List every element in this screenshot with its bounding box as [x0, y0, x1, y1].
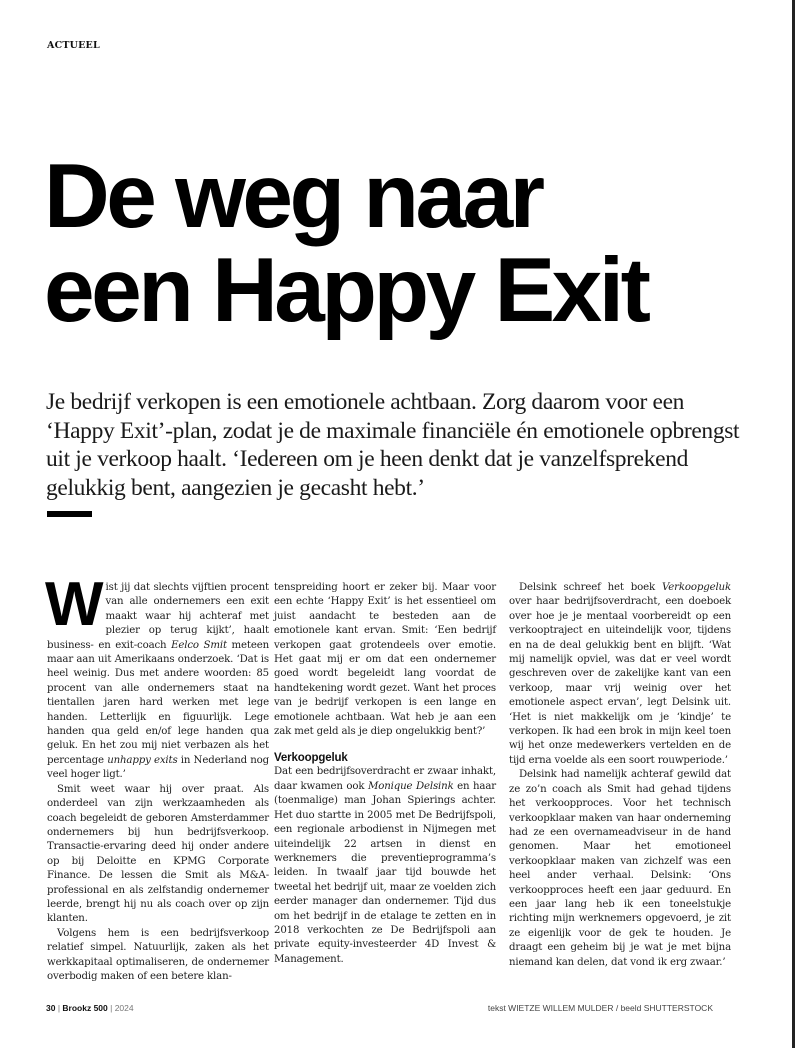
- folio-separator: |: [55, 1003, 63, 1013]
- page-number: 30: [46, 1003, 56, 1013]
- folio: [46, 1003, 134, 1013]
- p4-text-a: Dat een bedrijfsoverdracht er zwaar inhakt, daar kwamen ook: [274, 766, 496, 792]
- magazine-name: Brookz 500: [62, 1003, 108, 1013]
- term-unhappy-exits: unhappy exits: [107, 754, 178, 766]
- paragraph-6: Delsink had namelijk achteraf gewild dat ze zo’n coach als Smit had gehad tijdens het verkoopproces. Voor het technisch verkoopklaar maken van haar onderneming had ze een overnameadviseur in de hand genomen. Maar het emotioneel verkoopklaar maken van zichzelf was een heel ander verhaal. Delsink: ‘Ons verkoopproces heeft een jaar geduurd. En een jaar lang heb ik een toneelstukje richting mijn werknemers opgevoerd, je zit ze eigenlijk voor de gek te houden. Je draagt een geheim bij je wat je met bijna niemand kan delen, dat vond ik erg zwaar.’: [509, 769, 731, 968]
- credits: tekst WIETZE WILLEM MULDER / beeld SHUTTERSTOCK: [487, 1003, 713, 1013]
- divider-bar: [47, 511, 92, 517]
- p4-text-b: en haar (toenmalige) man Johan Spierings achter. Het duo startte in 2005 met De Bedrijfspoli, een regionale arbodienst in Nijmegen met uiteindelijk 22 artsen in dienst en werknemers die preventieprogramma’s leiden. In twaalf jaar tijd bouwde het tweetal het bedrijf uit, maar ze voelden zich eerder manager dan ondernemer. Tijd dus om het bedrijf in de etalage te zetten en in 2018 verkochten ze De Bedrijfspoli aan private equity-investeerder 4D Invest & Management.: [274, 780, 496, 965]
- headline-line-2: een Happy Exit: [44, 240, 648, 341]
- paragraph-4: [274, 765, 496, 967]
- article-column-3: [509, 581, 731, 970]
- section-label: ACTUEEL: [47, 40, 100, 51]
- intro-lead: Je bedrijf verkopen is een emotionele achtbaan. Zorg daarom voor een ‘Happy Exit’-plan, zodat je de maximale financiële én emotionele opbrengst uit je verkoop haalt. ‘Iedereen om je heen denkt dat je vanzelfsprekend gelukkig bent, aangezien je gecasht hebt.’: [46, 389, 740, 501]
- paragraph-1: [45, 570, 269, 783]
- paragraph-5: [509, 581, 731, 768]
- paragraph-3-part-2: tenspreiding hoort er zeker bij. Maar voor een echte ‘Happy Exit’ is het essentieel om juist aandacht te besteden aan de emotionele kant ervan. Smit: ‘Een bedrijf verkopen gaat grotendeels over emotie. Het gaat mij er om dat een ondernemer goed wordt begeleidt lang voordat de handtekening wordt gezet. Want het proces van je bedrijf verkopen is een lange en emotionele achtbaan. Wat heb je aan een zak met geld als je diep ongelukkig bent?’: [274, 582, 496, 738]
- headline-line-1: De weg naar: [44, 146, 542, 247]
- folio-separator: |: [107, 1003, 115, 1013]
- headline: [44, 146, 744, 341]
- issue-year: 2024: [114, 1003, 134, 1013]
- p5-text-a: Delsink schreef het boek: [519, 582, 662, 593]
- section-subhead: Verkoopgeluk: [274, 752, 348, 765]
- article-column-1: [45, 570, 269, 984]
- paragraph-3-part-1: Volgens hem is een bedrijfsverkoop relatief simpel. Natuurlijk, zaken als het werkkapitaal optimaliseren, de ondernemer overbodig maken of een betere klan-: [47, 927, 269, 982]
- paragraph-2: Smit weet waar hij over praat. Als onderdeel van zijn werkzaamheden als coach begeleidt de geboren Amsterdammer ondernemers bij hun bedrijfsverkoop. Transactie-ervaring deed hij onder andere op bij Deloitte en KPMG Corporate Finance. De lessen die Smit als M&A-professional en als zelfstandig ondernemer leerde, brengt hij nu als coach over op zijn klanten.: [47, 783, 269, 925]
- p5-text-b: over haar bedrijfsoverdracht, een doeboek over hoe je je mentaal voorbereidt op een verkooptraject en uiteindelijk voor, tijdens en na de deal gelukkig bent en blijft. ‘Wat mij namelijk opviel, was dat er veel wordt geschreven over de zakelijke kant van een verkoop, maar vrij weinig over het emotionele aspect ervan’, legt Delsink uit. ‘Het is niet makkelijk om je ‘kindje’ te verkopen. Ik had een brok in mijn keel toen wij het onze medewerkers vertelden en de tijd erna voelde als een soort rouwperiode.’: [509, 596, 731, 766]
- book-title: Verkoopgeluk: [661, 582, 731, 593]
- person-name-delsink: Monique Delsink: [367, 780, 454, 792]
- drop-cap: W: [45, 570, 102, 639]
- article-column-2: [274, 581, 496, 967]
- person-name-smit: Eelco Smit: [171, 639, 227, 651]
- p1-text-b: meteen maar aan uit Amerikaans onderzoek. ‘Dat is heel weinig. Dus met andere woorden: 85 procent van alle ondernemers staat na tientallen jaren hard werken met lege handen. Letterlijk en figuurlijk. Lege handen qua geld en/of lege handen qua geluk. En het zou mij niet verbazen als het percentage: [47, 639, 269, 766]
- p1-text-c: in Nederland nog veel hoger ligt.’: [47, 754, 269, 781]
- p1-text-a: ist jij dat slechts vijftien procent van alle ondernemers een exit maakt waar hij achteraf met plezier op terug kijkt’, haalt business- en exit-coach: [47, 582, 269, 651]
